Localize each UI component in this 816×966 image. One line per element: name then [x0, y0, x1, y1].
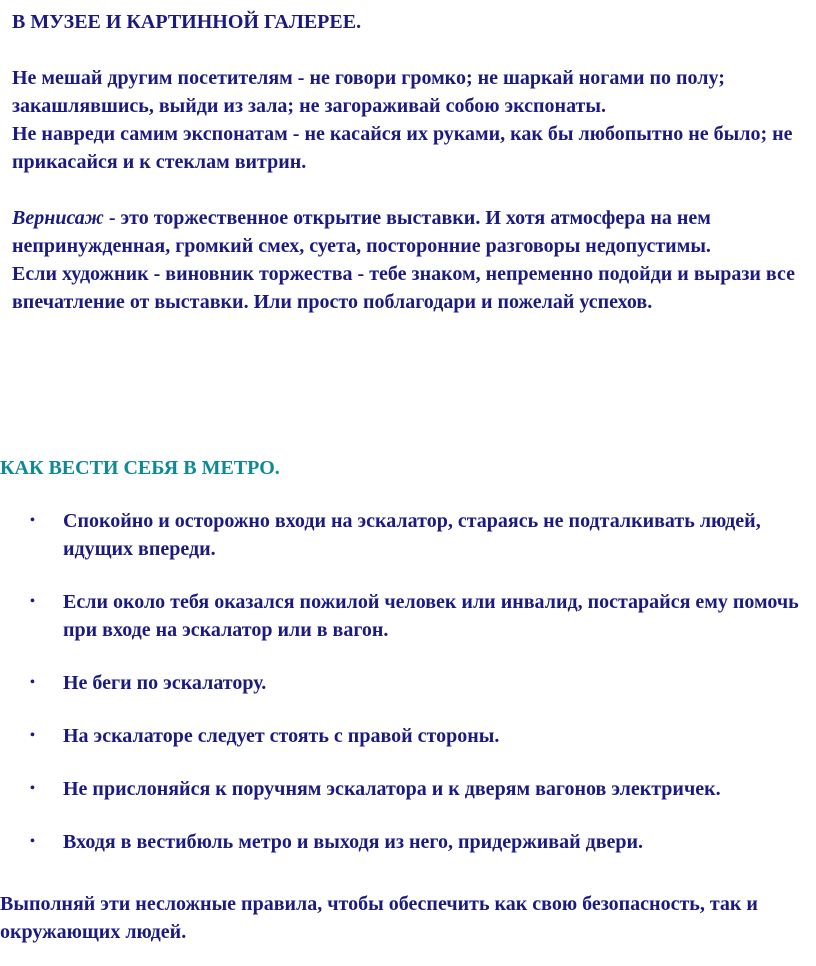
museum-heading: В МУЗЕЕ И КАРТИННОЙ ГАЛЕРЕЕ.	[12, 11, 362, 33]
list-item	[0, 722, 800, 750]
bullet-icon: •	[30, 781, 35, 796]
museum-paragraph-vernissage	[12, 204, 802, 260]
museum-paragraph-exhibits: Не навреди самим экспонатам - не касайся их руками, как бы любопытно не было; не прикасайся и к стеклам витрин.	[12, 123, 793, 173]
vernissage-term: Вернисаж	[12, 207, 104, 229]
museum-paragraph-artist: Если художник - виновник торжества - тебе знаком, непременно подойди и вырази все впечатление от выставки. Или просто поблагодари и пожелай успехов.	[12, 263, 795, 313]
bullet-icon: •	[30, 513, 35, 528]
museum-section	[12, 8, 802, 316]
closing-paragraph: Выполняй эти несложные правила, чтобы обеспечить как свою безопасность, так и окружающих людей.	[0, 893, 758, 943]
bullet-icon: •	[30, 728, 35, 743]
list-item	[0, 507, 800, 563]
list-item-text: Входя в вестибюль метро и выходя из него, придерживай двери.	[63, 831, 644, 853]
vernissage-definition: - это торжественное открытие выставки. И хотя атмосфера на нем непринужденная, громкий смех, суета, посторонние разговоры недопустимы.	[12, 207, 711, 257]
list-item-text: Не прислоняйся к поручням эскалатора и к дверям вагонов электричек.	[63, 778, 721, 800]
bullet-icon: •	[30, 675, 35, 690]
bullet-icon: •	[30, 834, 35, 849]
list-item-text: Спокойно и осторожно входи на эскалатор, стараясь не подталкивать людей, идущих впереди.	[63, 510, 761, 560]
metro-heading: КАК ВЕСТИ СЕБЯ В МЕТРО.	[0, 457, 280, 479]
list-item-text: Если около тебя оказался пожилой человек или инвалид, постарайся ему помочь при входе на эскалатор или в вагон.	[63, 591, 799, 641]
list-item-text: Не беги по эскалатору.	[63, 672, 267, 694]
list-item-text: На эскалаторе следует стоять с правой стороны.	[63, 725, 500, 747]
list-item	[0, 828, 800, 856]
list-item	[0, 775, 800, 803]
metro-rules-list	[0, 507, 800, 881]
bullet-icon: •	[30, 594, 35, 609]
list-item	[0, 669, 800, 697]
list-item	[0, 588, 800, 644]
museum-paragraph-visitors: Не мешай другим посетителям - не говори громко; не шаркай ногами по полу; закашлявшись, выйди из зала; не загораживай собою экспонаты.	[12, 67, 725, 117]
